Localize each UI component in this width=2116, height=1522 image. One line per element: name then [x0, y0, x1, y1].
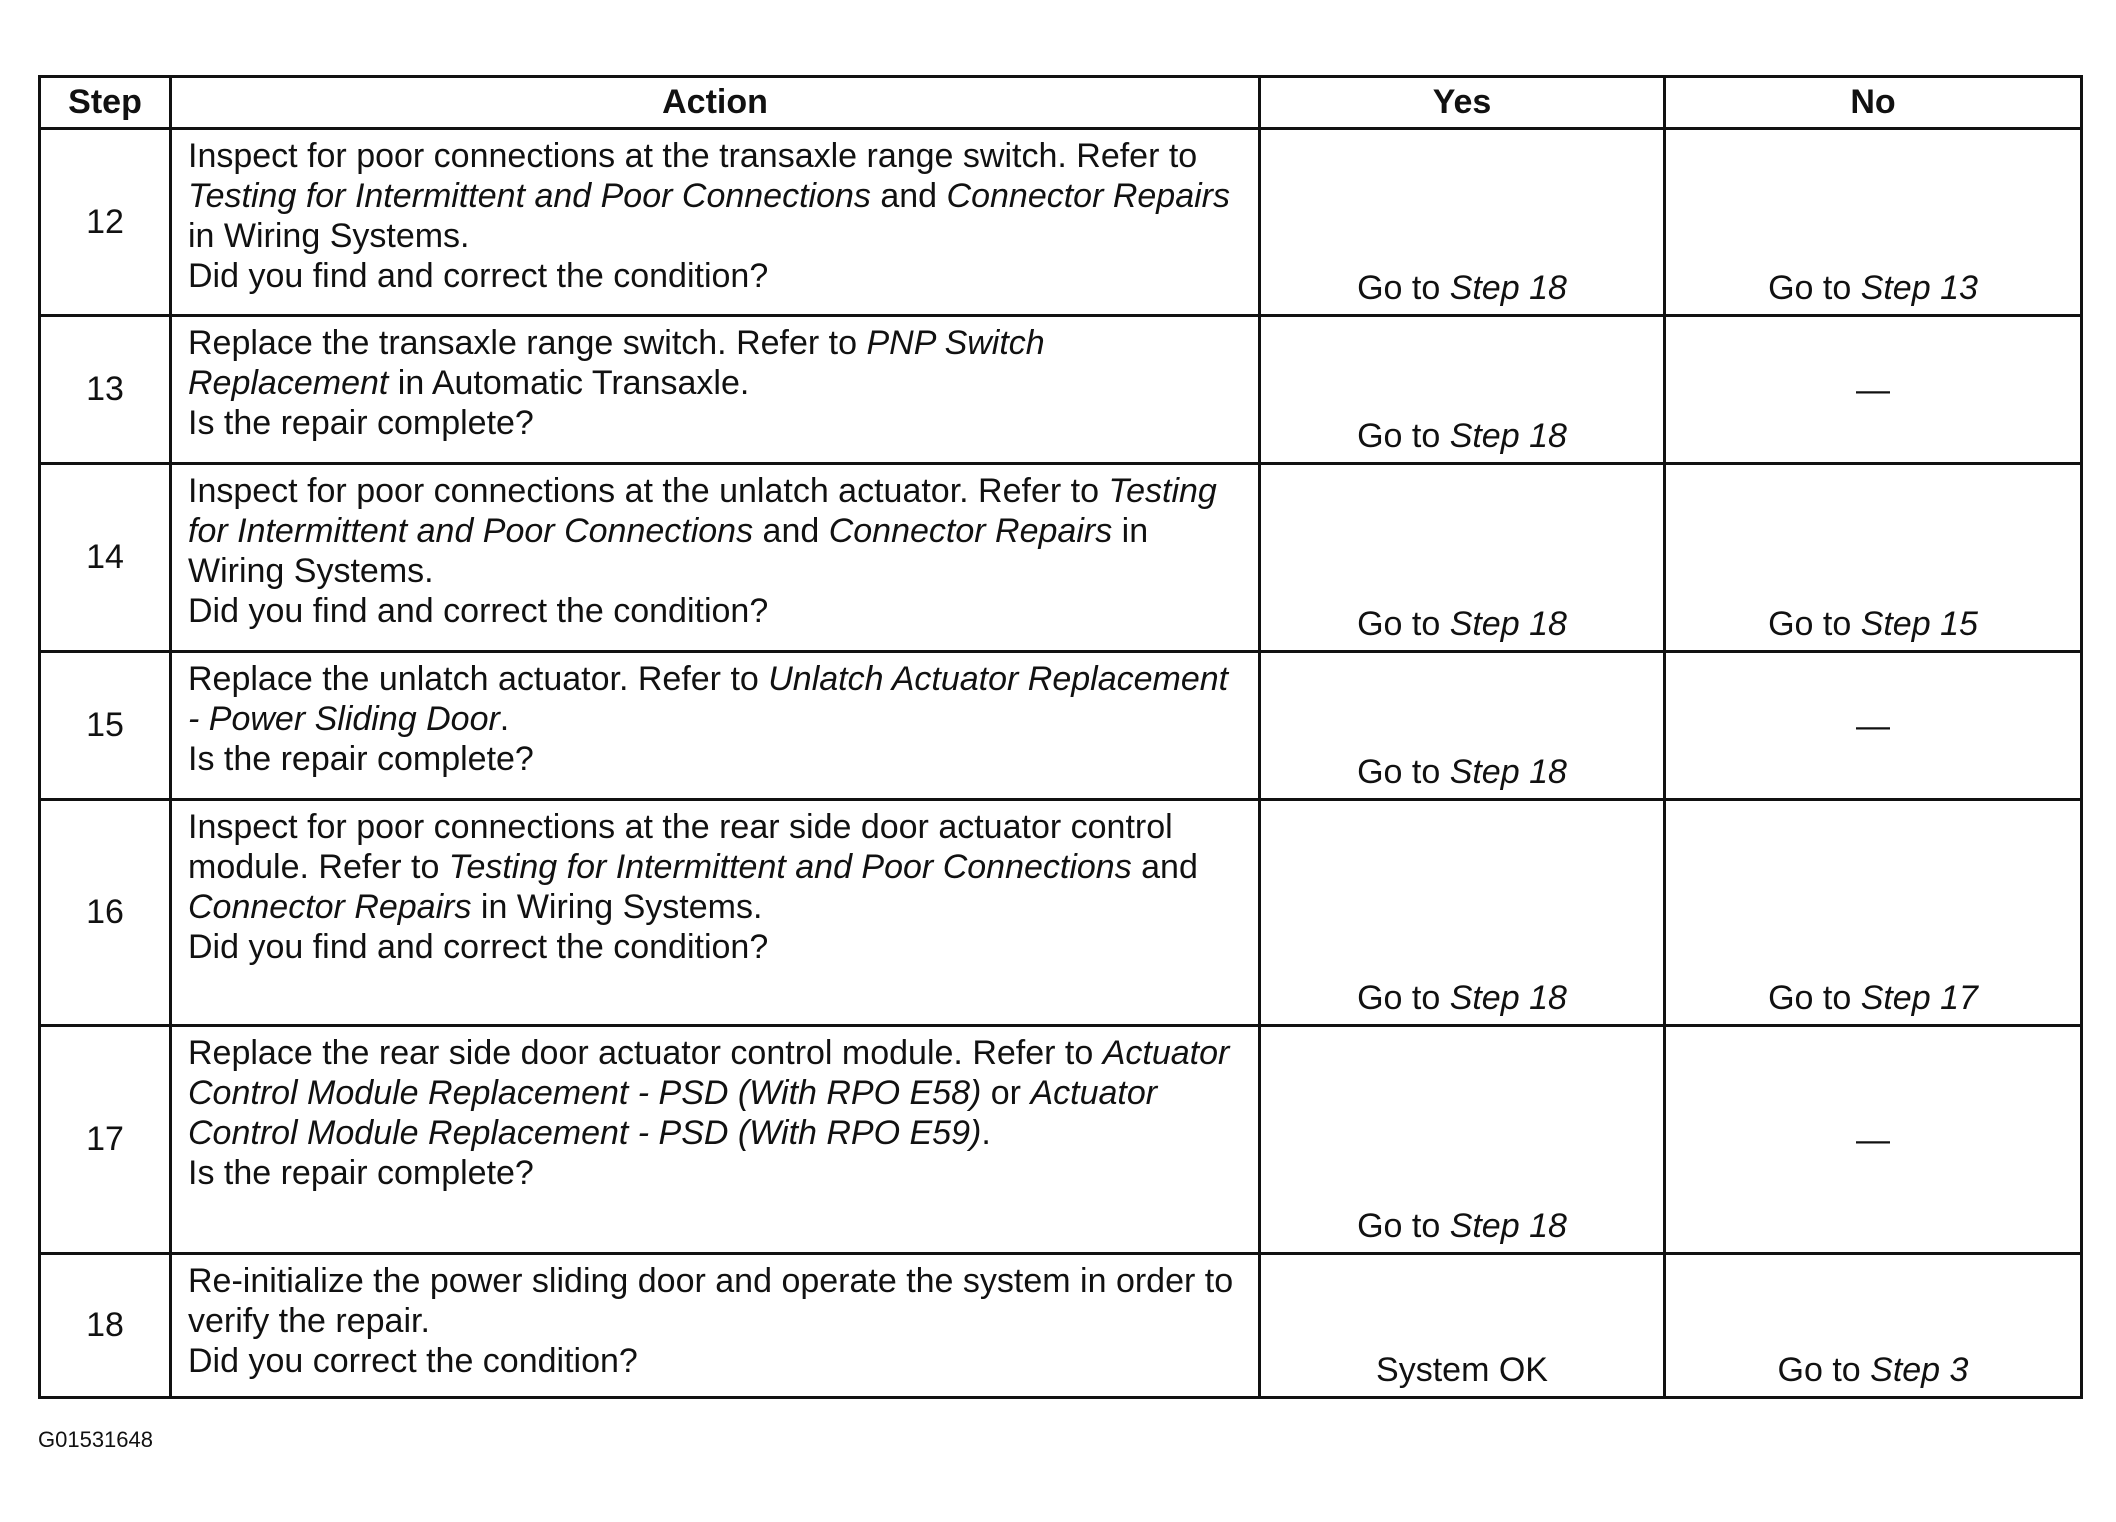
action-instruction — [188, 136, 1244, 256]
reference-link-text: Step 17 — [1860, 979, 1978, 1017]
step-number: 12 — [40, 129, 171, 316]
action-instruction — [188, 471, 1244, 591]
text-run: . — [499, 700, 510, 738]
reference-link-text: Step 18 — [1449, 605, 1567, 643]
reference-link-text: Unlatch Actuator Replacement - Power Sliding Door — [188, 660, 1229, 738]
action-question: Is the repair complete? — [188, 1154, 534, 1192]
text-run: Replace the rear side door actuator control module. Refer to — [188, 1034, 1103, 1072]
reference-link-text: PNP Switch Replacement — [188, 324, 1045, 402]
action-instruction — [188, 1033, 1244, 1153]
no-result — [1665, 800, 2082, 1026]
text-run: Go to — [1357, 1207, 1450, 1245]
no-result — [1665, 652, 2082, 800]
reference-link-text: Step 18 — [1449, 417, 1567, 455]
header-yes: Yes — [1260, 77, 1665, 129]
action-cell — [171, 1026, 1260, 1254]
reference-link-text: Step 13 — [1860, 269, 1978, 307]
reference-link-text: Step 18 — [1449, 269, 1567, 307]
reference-link-text: Connector Repairs — [828, 512, 1113, 550]
reference-link-text: Testing for Intermittent and Poor Connections — [188, 177, 871, 215]
text-run: and — [1131, 848, 1198, 886]
header-no: No — [1665, 77, 2082, 129]
text-run: Go to — [1768, 979, 1861, 1017]
action-question: Did you find and correct the condition? — [188, 928, 769, 966]
text-run: in Wiring Systems. — [188, 217, 470, 255]
action-instruction — [188, 323, 1244, 403]
reference-link-text: Actuator Control Module Replacement - PSD (With RPO E59) — [188, 1074, 1158, 1152]
reference-link-text: Step 18 — [1449, 1207, 1567, 1245]
diagnostic-table — [38, 75, 2083, 1399]
step-number: 14 — [40, 464, 171, 652]
action-cell — [171, 129, 1260, 316]
table-row — [40, 800, 2082, 1026]
yes-result — [1260, 800, 1665, 1026]
text-run: or — [981, 1074, 1031, 1112]
table-row — [40, 316, 2082, 464]
action-instruction — [188, 1261, 1244, 1341]
no-result — [1665, 1254, 2082, 1398]
reference-link-text: Actuator Control Module Replacement - PSD (With RPO E58) — [188, 1034, 1230, 1112]
step-number: 16 — [40, 800, 171, 1026]
yes-result — [1260, 464, 1665, 652]
text-run: Inspect for poor connections at the unlatch actuator. Refer to — [188, 472, 1109, 510]
action-cell — [171, 800, 1260, 1026]
step-number: 18 — [40, 1254, 171, 1398]
reference-link-text: Step 18 — [1449, 753, 1567, 791]
text-run: Go to — [1357, 753, 1450, 791]
text-run: in Automatic Transaxle. — [388, 364, 750, 402]
action-question: Is the repair complete? — [188, 404, 534, 442]
text-run: in Wiring Systems. — [471, 888, 763, 926]
action-question: Is the repair complete? — [188, 740, 534, 778]
text-run: Go to — [1768, 605, 1861, 643]
text-run: . — [981, 1114, 991, 1152]
text-run: and — [753, 512, 829, 550]
table-row — [40, 1026, 2082, 1254]
text-run: Go to — [1777, 1351, 1871, 1389]
action-question: Did you find and correct the condition? — [188, 257, 769, 295]
text-run: — — [1856, 706, 1890, 745]
text-run: Go to — [1357, 417, 1450, 455]
no-result — [1665, 1026, 2082, 1254]
yes-result — [1260, 129, 1665, 316]
table-row — [40, 129, 2082, 316]
table-body — [40, 129, 2082, 1398]
text-run: Go to — [1357, 605, 1450, 643]
reference-link-text: Testing for Intermittent and Poor Connections — [448, 848, 1132, 886]
text-run: Replace the unlatch actuator. Refer to — [188, 660, 769, 698]
text-run: Go to — [1768, 269, 1861, 307]
table-row — [40, 1254, 2082, 1398]
yes-result — [1260, 652, 1665, 800]
text-run: Go to — [1357, 269, 1450, 307]
reference-link-text: Connector Repairs — [188, 888, 472, 926]
text-run: in Wiring Systems. — [188, 512, 1149, 590]
no-result — [1665, 464, 2082, 652]
action-cell — [171, 652, 1260, 800]
no-result — [1665, 316, 2082, 464]
header-row — [40, 77, 2082, 129]
text-run: Re-initialize the power sliding door and operate the system in order to verify the repair. — [188, 1262, 1234, 1340]
no-result — [1665, 129, 2082, 316]
reference-link-text: Step 3 — [1870, 1351, 1969, 1389]
action-cell — [171, 1254, 1260, 1398]
header-action: Action — [171, 77, 1260, 129]
step-number: 13 — [40, 316, 171, 464]
reference-link-text: Step 18 — [1449, 979, 1567, 1017]
action-question: Did you correct the condition? — [188, 1342, 638, 1380]
reference-link-text: Connector Repairs — [946, 177, 1231, 215]
text-run: Go to — [1357, 979, 1450, 1017]
yes-result — [1260, 316, 1665, 464]
text-run: — — [1856, 370, 1890, 409]
table-row — [40, 464, 2082, 652]
text-run: Replace the transaxle range switch. Refer to — [188, 324, 867, 362]
action-instruction — [188, 807, 1244, 927]
action-question: Did you find and correct the condition? — [188, 592, 769, 630]
reference-link-text: Step 15 — [1860, 605, 1978, 643]
text-run: and — [870, 177, 947, 215]
yes-result — [1260, 1026, 1665, 1254]
action-instruction — [188, 659, 1244, 739]
figure-id: G01531648 — [38, 1427, 153, 1452]
text-run: Inspect for poor connections at the rear side door actuator control module. Refer to — [188, 808, 1173, 886]
yes-result — [1260, 1254, 1665, 1398]
table-row — [40, 652, 2082, 800]
step-number: 17 — [40, 1026, 171, 1254]
header-step: Step — [40, 77, 171, 129]
step-number: 15 — [40, 652, 171, 800]
text-run: — — [1856, 1120, 1890, 1159]
reference-link-text: Testing for Intermittent and Poor Connections — [188, 472, 1217, 550]
action-cell — [171, 464, 1260, 652]
text-run: System OK — [1376, 1351, 1548, 1389]
text-run: Inspect for poor connections at the transaxle range switch. Refer to — [188, 137, 1198, 175]
action-cell — [171, 316, 1260, 464]
